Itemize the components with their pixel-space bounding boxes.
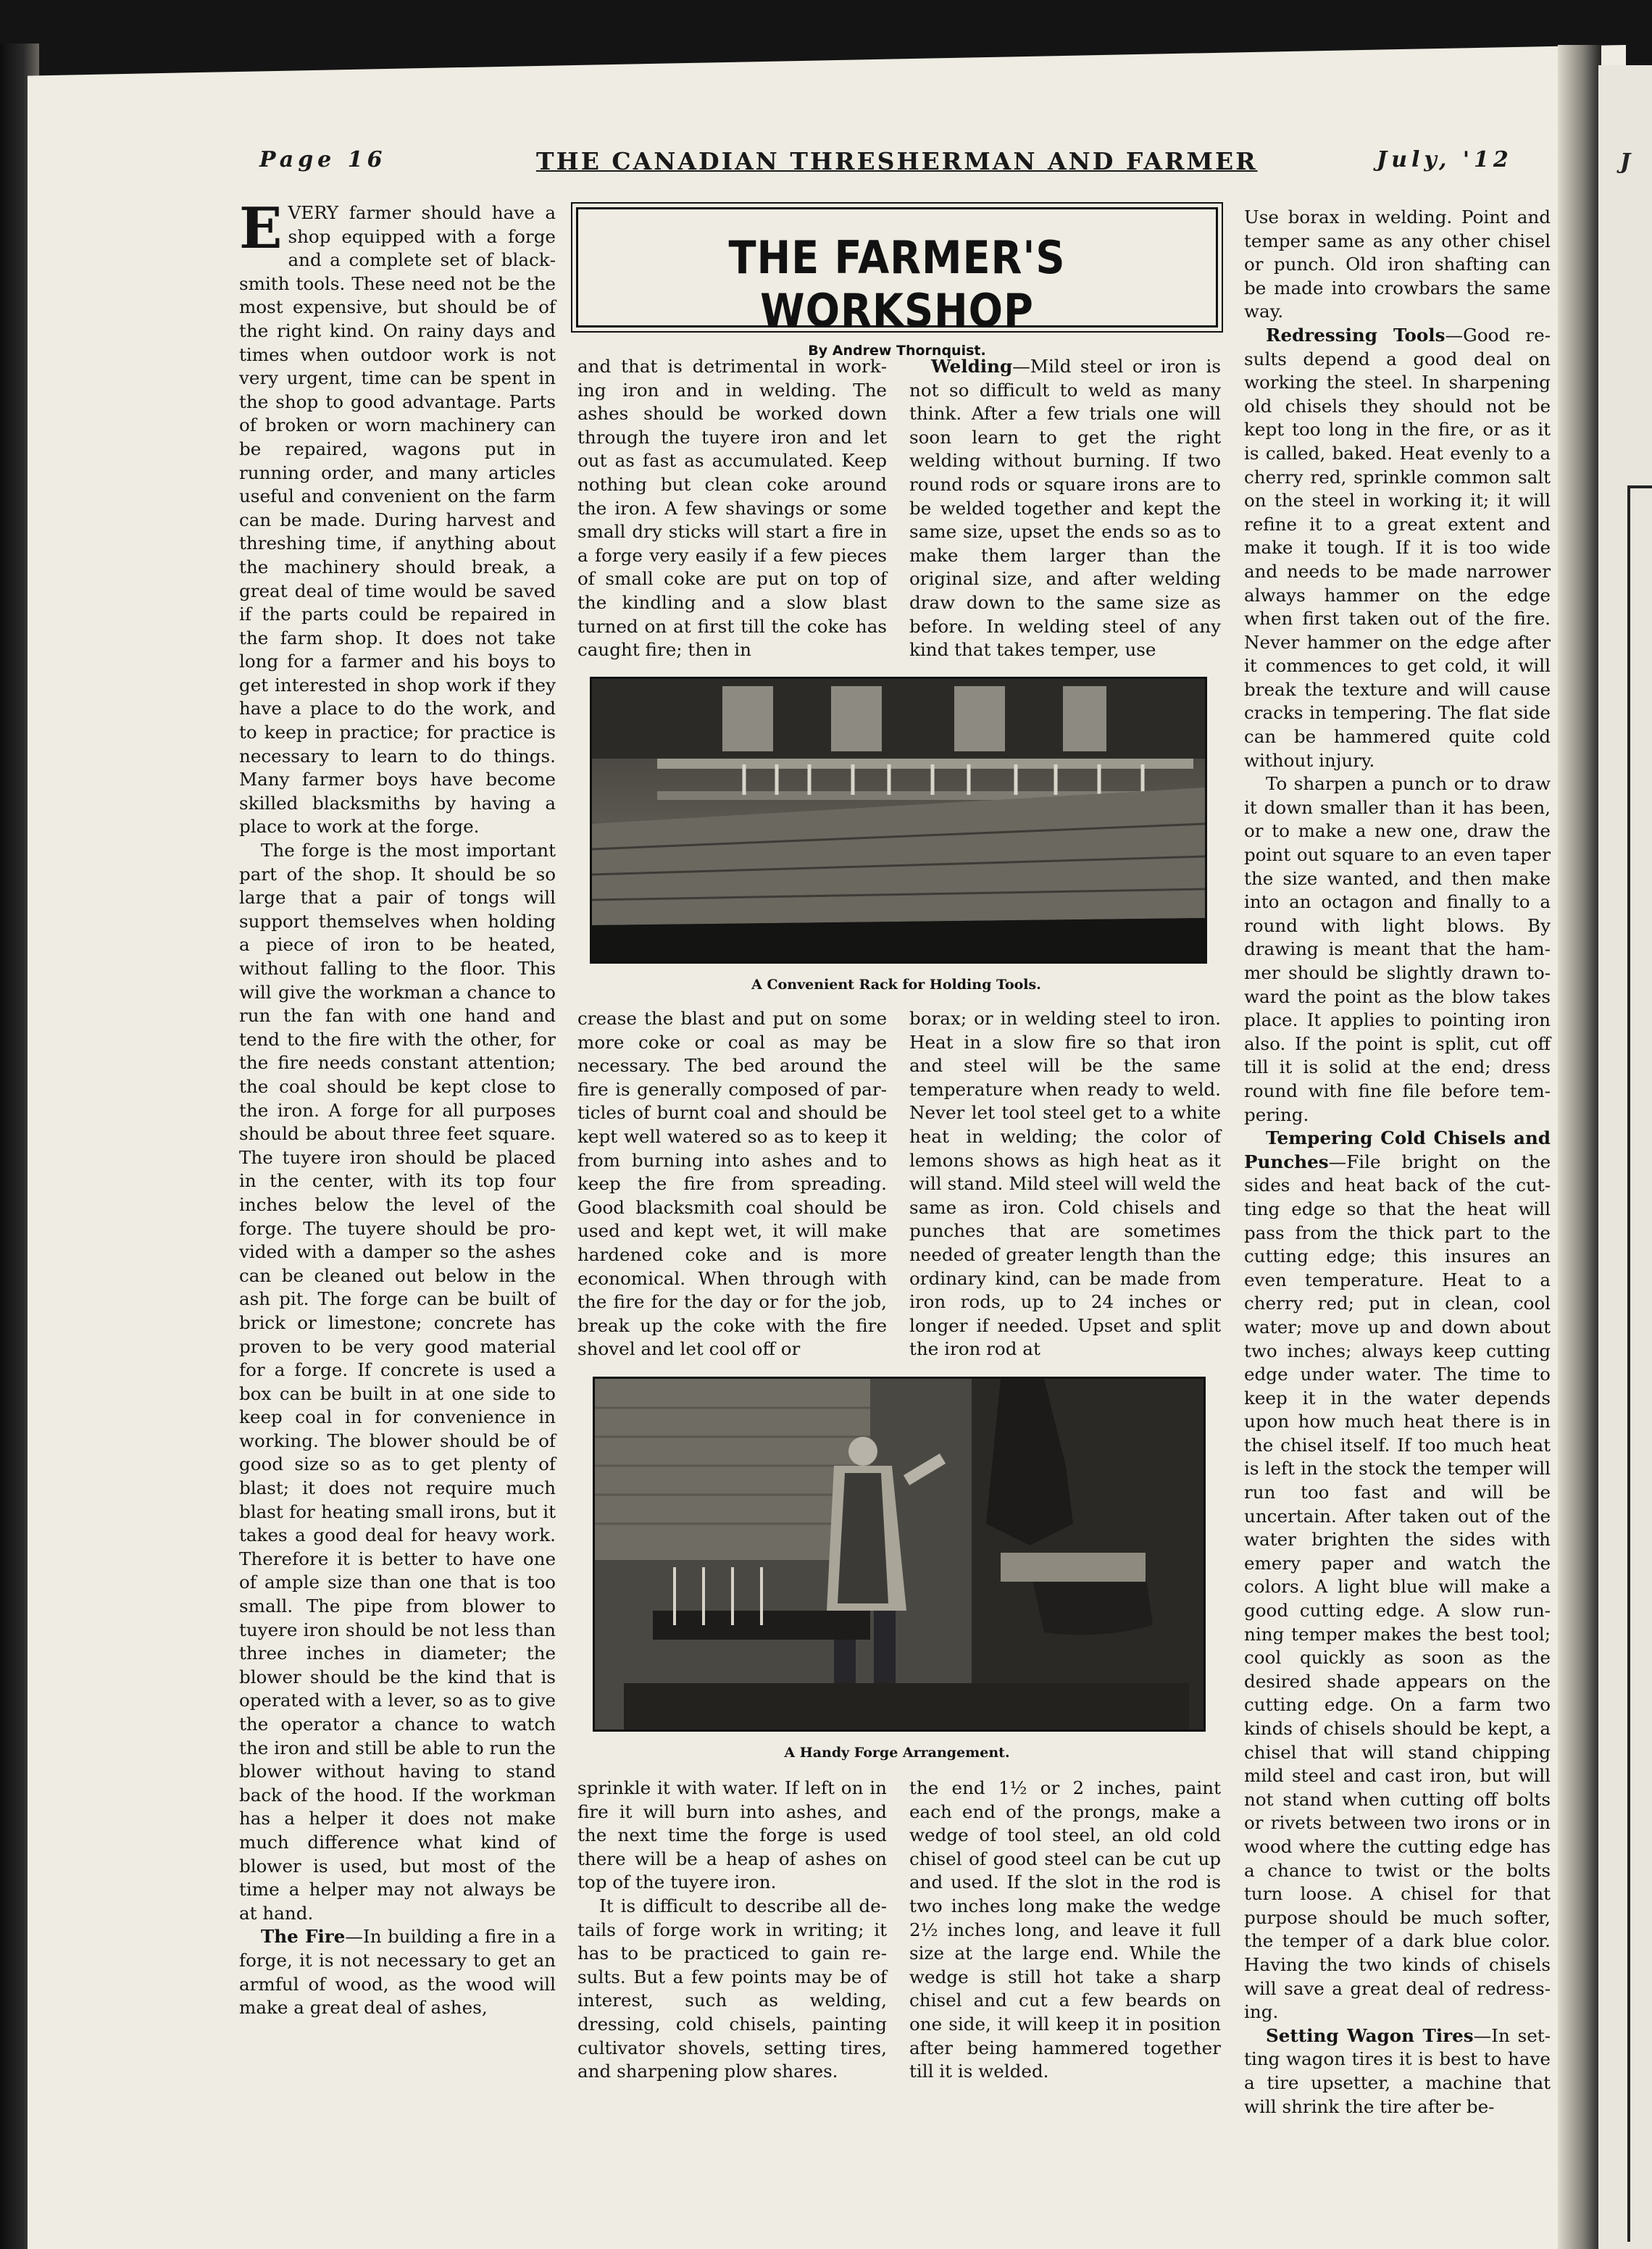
paragraph: Tempering Cold Chisels and Punches—File bright on the sides and heat back of the cutting edge so that the heat will pass from the thick part to the cutting edge; this insures an even temperature. Heat to a cherry red; put in clean, cool water; move up and down about two inches; always keep cutting edge under water. The time to keep it in the water depends upon how much heat there is in the chisel itself. If too much heat is left in the stock the temper will run too fast and will be uncertain. After taken out of the water brighten the sides with emery paper and watch the colors. A light blue will make a good cutting edge. A slow running temper makes the best tool; cool quickly as soon as the desired shade appears on the cutting edge. On a farm two kinds of chisels should be kept, a chisel that will stand chipping mild steel and cast iron, but will not stand when cutting off bolts or rivets between two irons or in wood where the cutting edge has a chance to twist or the bolts turn loose. A chisel for that purpose should be much softer, the temper of a dark blue color. Having the two kinds of chisels will save a great deal of redressing.: [1244, 1127, 1551, 2023]
forge-image: [595, 1379, 1203, 1729]
photo-tool-rack: [590, 677, 1207, 964]
drop-cap: E: [239, 196, 283, 262]
paragraph: sprinkle it with water. If left on in fire it will burn into ashes, and the next time the forge is used there will be a heap of ashes on top of the tuyere iron.: [577, 1777, 887, 1893]
paragraph: and that is detrimental in working iron and in welding. The ashes should be worked down through the tuyere iron and let out as fast as accumulated. Keep nothing but clean coke around the iron. A few shavings or some small dry sticks will start a fire in a forge very easily if a few pieces of small coke are put on top of the kindling and a slow blast turned on at first till the coke has caught fire; then in: [577, 356, 887, 661]
column-2-middle: [577, 1007, 887, 1361]
paragraph: the end 1½ or 2 inches, paint each end of the prongs, make a wedge of tool steel, an old cold chisel of good steel can be cut up and used. If the slot in the rod is two inches long make the wedge 2½ inches long, and leave it full size at the large end. While the wedge is still hot take a sharp chisel and cut a few beards on one side, it will keep it in position after being hammered together till it is welded.: [909, 1777, 1221, 2082]
column-3-bottom: [909, 1777, 1221, 2084]
subhead: Welding: [931, 356, 1013, 377]
paragraph: The forge is the most important part of the shop. It should be so large that a pair of tongs will support themselves when holding a piece of iron to be heated, without falling to the floor. This will give the workman a chance to run the fan with one hand and tend to the fire with the other, for the fire needs constant attention; the coal should be kept close to the iron. A forge for all purposes should be about three feet square. The tuyere iron should be placed in the center, with its top four inches below the level of the forge. The tuyere should be provided with a damper so the ashes can be cleaned out below in the ash pit. The forge can be built of brick or limestone; concrete has proven to be very good material for a forge. If concrete is used a box can be built in at one side to keep coal in for convenience in working. The blower should be of good size so as to get plenty of blast; it does not require much blast for heating small irons, but it takes a good deal for heavy work. Therefore it is better to have one of ample size than one that is too small. The pipe from blower to tuyere iron should be not less than three inches in diameter; the blower should be the kind that is operated with a lever, so as to give the operator a chance to watch the iron and still be able to run the blower without having to stand back of the hood. If the workman has a helper it does not make much difference what kind of blower is used, but most of the time a helper may not always be at hand.: [239, 840, 556, 1924]
paragraph: crease the blast and put on some more coke or coal as may be necessary. The bed around the fire is generally composed of particles of burnt coal and should be kept well watered so as to keep it from burning into ashes and to keep the fire from spreading. Good blacksmith coal should be used and kept wet, it will make hardened coke and is more economical. When through with the fire for the day or for the job, break up the coke with the fire shovel and let cool off or: [577, 1008, 887, 1360]
subhead: Setting Wagon Tires: [1266, 2024, 1474, 2046]
subhead: Tempering Cold Chisels and Punches: [1244, 1127, 1551, 1172]
subhead: The Fire: [261, 1926, 346, 1948]
paragraph: borax; or in welding steel to iron. Heat in a slow fire so that iron and steel will be the same temperature when ready to weld. Never let tool steel get to a white heat in welding; the color of lemons shows as high heat as it will stand. Mild steel will weld the same as iron. Cold chisels and punches that are sometimes needed of greater length than the ordinary kind, can be made from iron rods, up to 24 inches or longer if needed. Upset and split the iron rod at: [909, 1008, 1221, 1360]
subhead: Redressing Tools: [1266, 324, 1446, 346]
paragraph: Welding—Mild steel or iron is not so difficult to weld as many think. After a few trials one will soon learn to get the right welding without burning. If two round rods or square irons are to be welded together and kept the same size, upset the ends so as to make them larger than the original size, and after welding draw down to the same size as before. In welding steel of any kind that takes temper, use: [909, 356, 1221, 661]
article-byline: By Andrew Thornquist.: [808, 343, 986, 359]
issue-date: July, '12: [1377, 147, 1513, 172]
article-title: THE FARMER'S WORKSHOP: [728, 231, 1066, 337]
paragraph: Use borax in welding. Point and temper same as any other chisel or punch. Old iron shafting can be made into crowbars the same way.: [1244, 206, 1551, 322]
column-3-top: [909, 355, 1221, 662]
article-title-box: [576, 207, 1218, 359]
paragraph: The Fire—In building a fire in a forge, it is not necessary to get an armful of wood, as the wood will make a great deal of ashes,: [239, 1926, 556, 2019]
next-page-fragment: J: [1620, 149, 1631, 175]
paragraph: EVERY farmer should have a shop equipped with a forge and a complete set of blacksmith tools. These need not be the most expensive, but should be of the right kind. On rainy days and times when outdoor work is not very urgent, time can be spent in the shop to good advantage. Parts of broken or worn machinery can be repaired, wagons put in running order, and many articles useful and convenient on the farm can be made. During harvest and threshing time, if anything about the machinery should break, a great deal of time would be saved if the parts could be repaired in the farm shop. It does not take long for a farmer and his boys to get interested in shop work if they have a place to do the work, and to keep in practice; for practice is necessary to learn to do things. Many farmer boys have become skilled blacksmiths by having a place to work at the forge.: [239, 196, 556, 838]
paragraph: It is difficult to describe all details of forge work in writing; it has to be practiced to gain results. But a few points may be of interest, such as welding, dressing, cold chisels, painting cultivator shovels, setting tires, and sharpening plow shares.: [577, 1895, 887, 2082]
paragraph: To sharpen a punch or to draw it down smaller than it has been, or to make a new one, draw the point out square to an even taper the size wanted, and then make into an octagon and finally to a round with light blows. By drawing is meant that the hammer should be slightly drawn toward the point as the blow takes place. It applies to pointing iron also. If the point is split, cut off till it is solid at the end; dress round with fine file before tempering.: [1244, 773, 1551, 1125]
photo-1-caption: A Convenient Rack for Holding Tools.: [751, 977, 1041, 993]
column-2-top: [577, 355, 887, 662]
photo-forge: [593, 1377, 1206, 1732]
column-4: [1244, 206, 1551, 2119]
paragraph: Setting Wagon Tires—In setting wagon tires it is best to have a tire upsetter, a machine that will shrink the tire after be-: [1244, 2024, 1551, 2117]
paragraph: Redressing Tools—Good results depend a good deal on working the steel. In sharpening old chisels they should not be kept too long in the fire, or as it is called, baked. Heat evenly to a cherry red, sprinkle common salt on the steel in working it; it will refine it to a great extent and make it tough. If it is too wide and needs to be made narrower always hammer on the edge when first taken out of the fire. Never hammer on the edge after it commences to get cold, it will break the texture and will cause cracks in tempering. The flat side can be hammered quite cold without injury.: [1244, 324, 1551, 771]
column-3-middle: [909, 1007, 1221, 1361]
tool-rack-image: [592, 679, 1205, 961]
column-2-bottom: [577, 1777, 887, 2084]
page-number: Page 16: [259, 147, 387, 172]
photo-2-caption: A Handy Forge Arrangement.: [784, 1745, 1010, 1761]
page-gutter: [1558, 45, 1601, 2249]
next-page-border: [1627, 485, 1652, 2242]
column-1: [239, 196, 556, 2020]
publication-title: THE CANADIAN THRESHERMAN AND FARMER: [536, 147, 1258, 175]
next-page-strip: [1598, 65, 1652, 2249]
